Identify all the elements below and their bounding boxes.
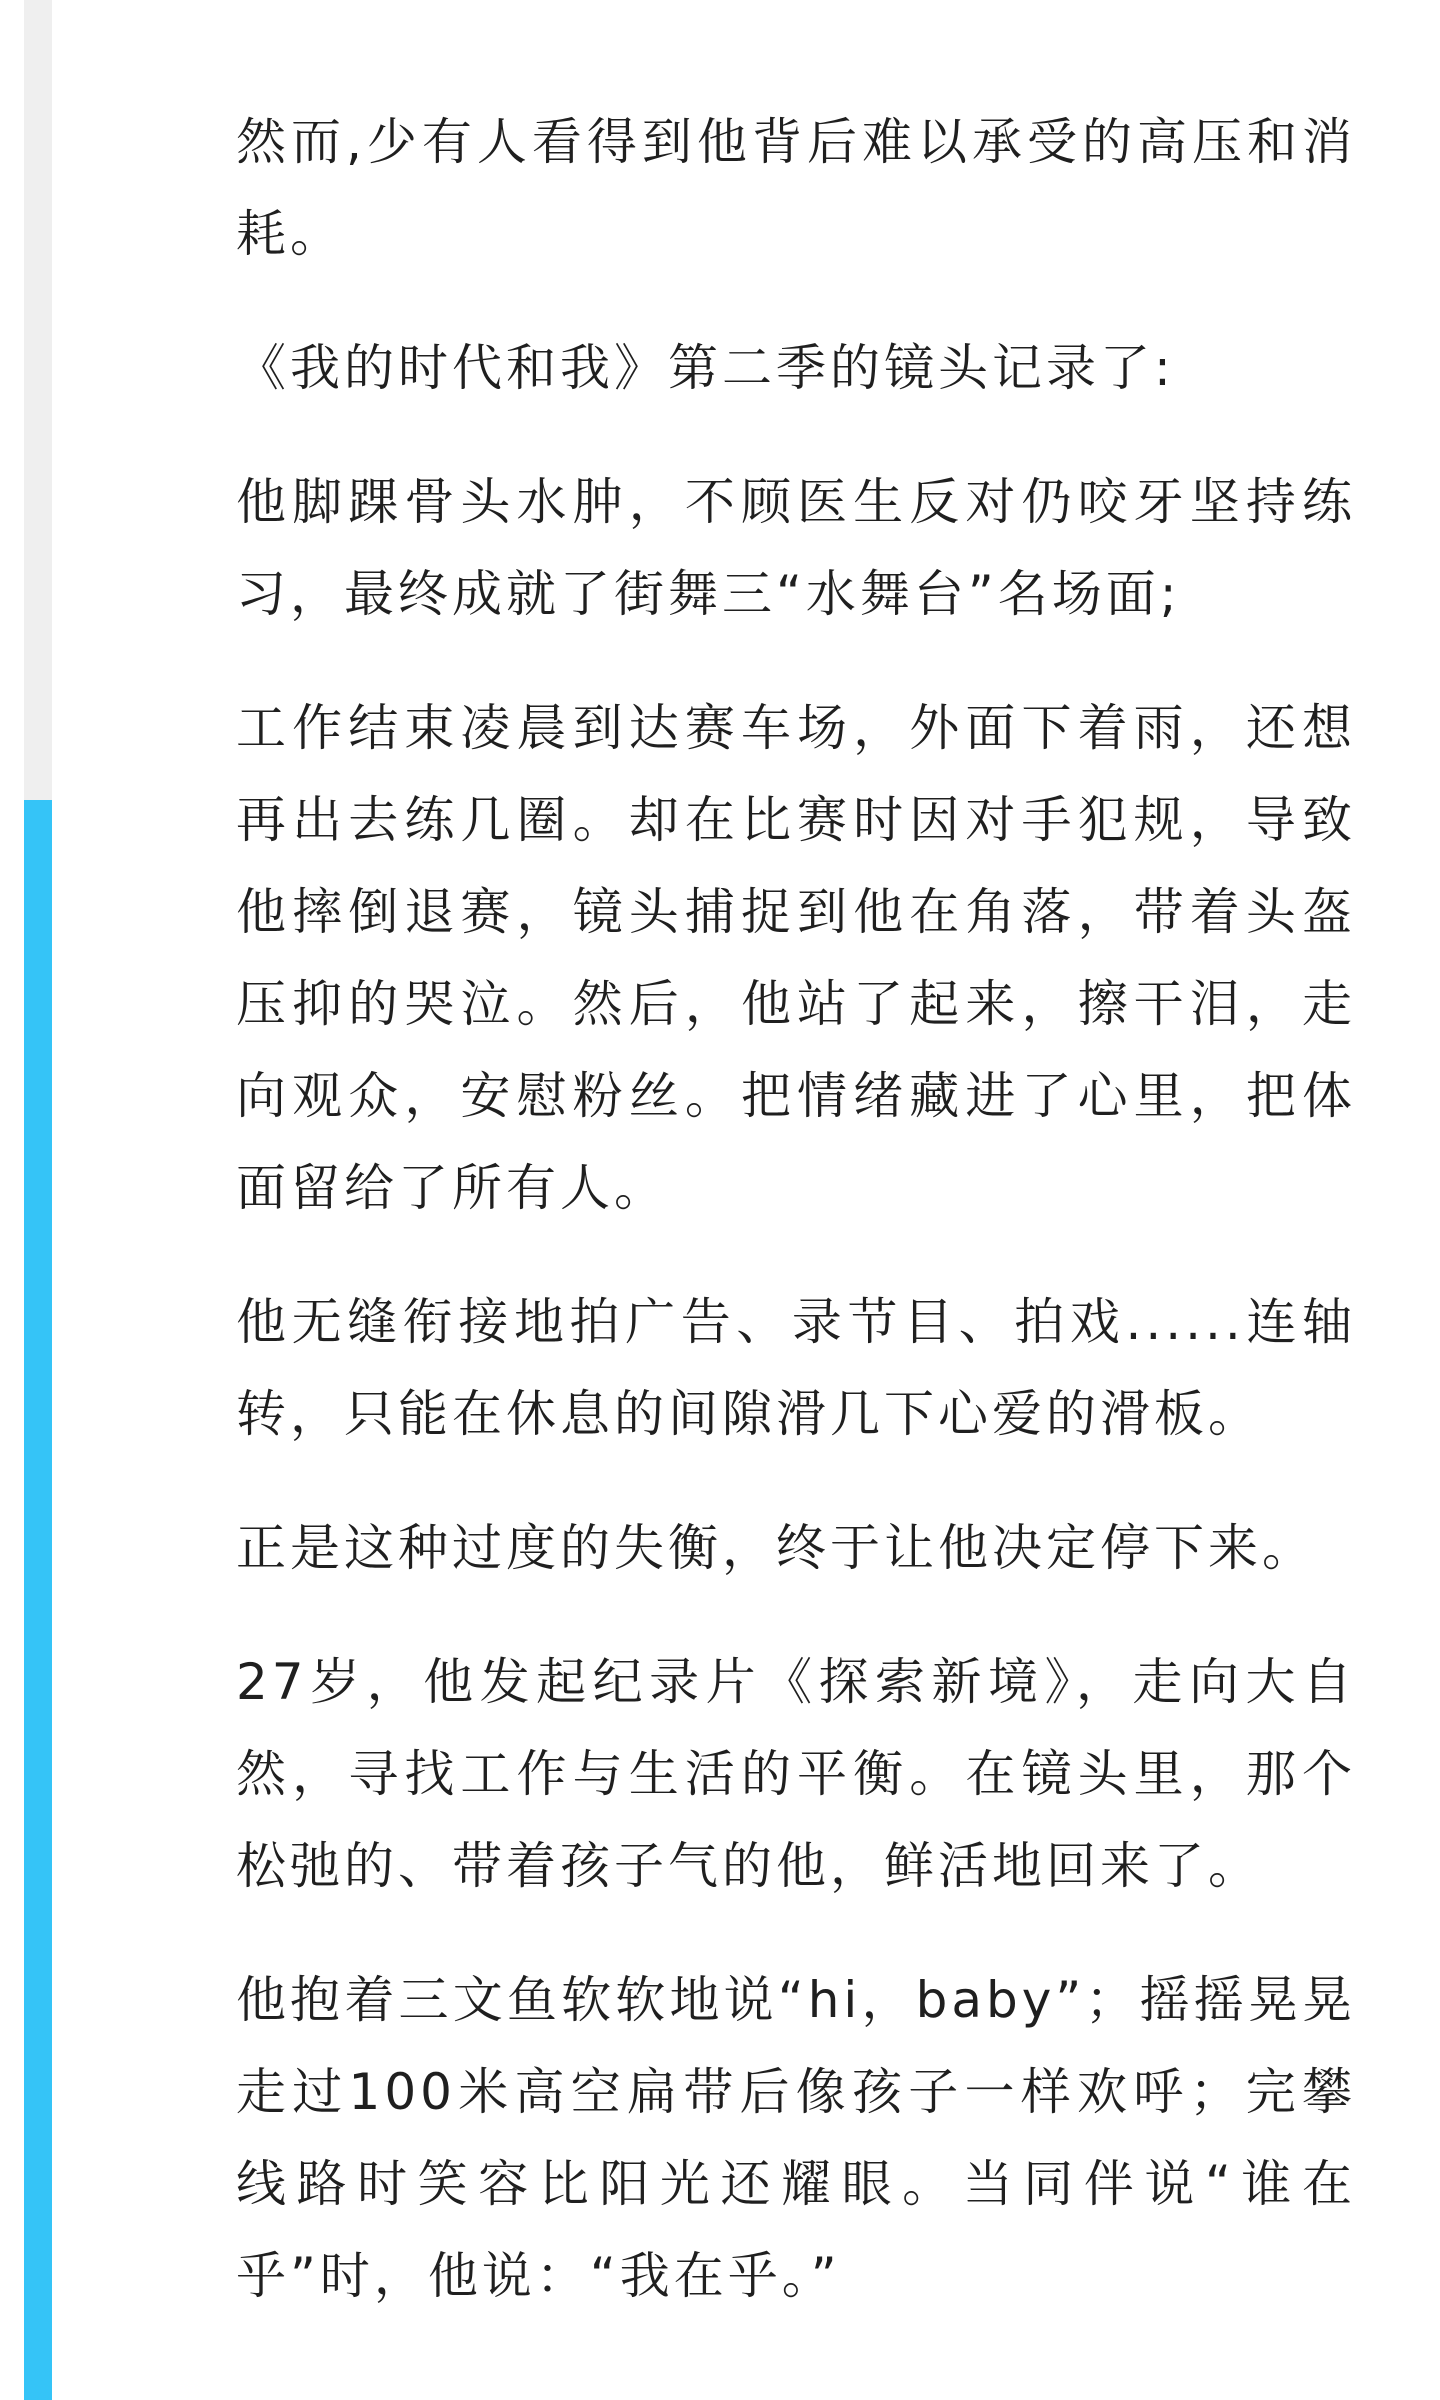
paragraph-7: 27岁，他发起纪录片《探索新境》，走向大自然，寻找工作与生活的平衡。在镜头里，那个松弛的、带着孩子气的他，鲜活地回来了。 [236, 1653, 1356, 1895]
paragraph-1: 然而,少有人看得到他背后难以承受的高压和消耗。 [236, 113, 1356, 263]
paragraph-2: 《我的时代和我》第二季的镜头记录了: [236, 339, 1175, 397]
paragraph-4: 工作结束凌晨到达赛车场，外面下着雨，还想再出去练几圈。却在比赛时因对手犯规，导致他摔倒退赛，镜头捕捉到他在角落，带着头盔压抑的哭泣。然后，他站了起来，擦干泪，走向观众，安慰粉丝。把情绪藏进了心里，把体面留给了所有人。 [236, 699, 1356, 1217]
scrollbar-track[interactable] [24, 0, 52, 2400]
paragraph-3: 他脚踝骨头水肿，不顾医生反对仍咬牙坚持练习，最终成就了街舞三“水舞台”名场面; [236, 473, 1356, 623]
paragraph-8: 他抱着三文鱼软软地说“hi，baby”；摇摇晃晃走过100米高空扁带后像孩子一样欢呼；完攀线路时笑容比阳光还耀眼。当同伴说“谁在乎”时，他说：“我在乎。” [236, 1971, 1356, 2305]
scrollbar-thumb[interactable] [24, 800, 52, 2400]
article-body [236, 96, 1356, 2364]
paragraph-5: 他无缝衔接地拍广告、录节目、拍戏......连轴转，只能在休息的间隙滑几下心爱的滑板。 [236, 1293, 1356, 1443]
paragraph-6: 正是这种过度的失衡，终于让他决定停下来。 [236, 1519, 1316, 1577]
left-gutter [0, 0, 24, 2400]
